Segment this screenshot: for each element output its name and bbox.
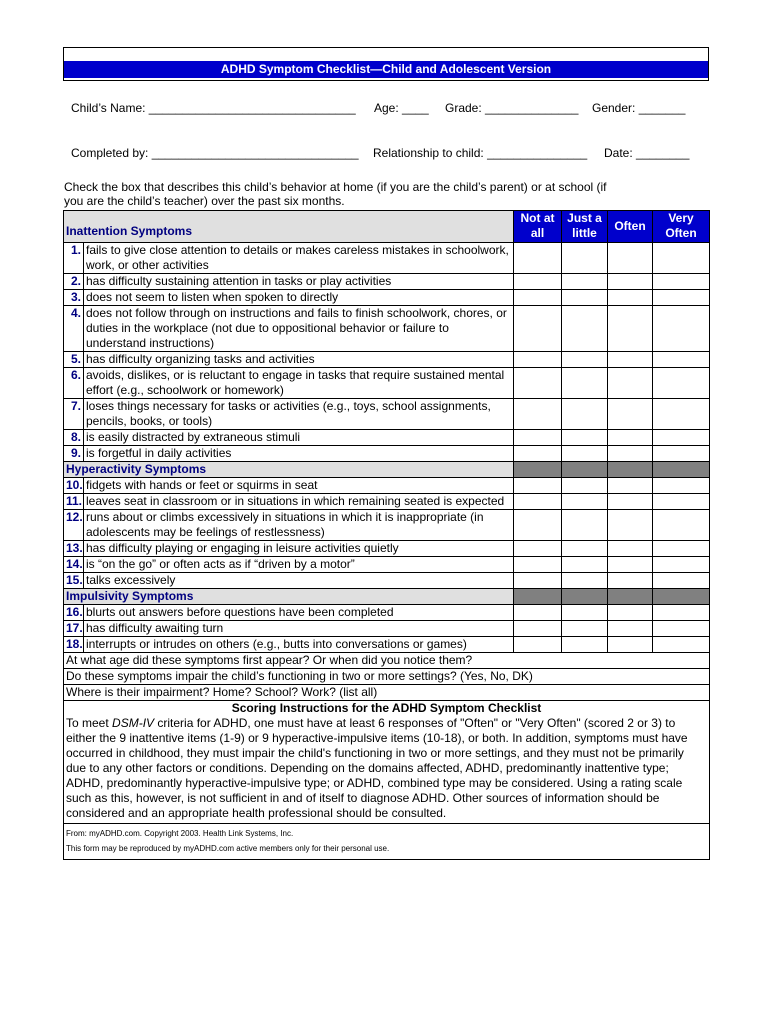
item-number: 11. <box>64 494 84 510</box>
item-text: is “on the go” or often acts as if “driven by a motor” <box>84 557 514 573</box>
checkbox-just-a-little[interactable] <box>562 243 608 274</box>
checkbox-very-often[interactable] <box>653 368 710 399</box>
symptom-row <box>64 274 710 290</box>
question-onset-age[interactable]: At what age did these symptoms first appear? Or when did you notice them? <box>64 653 710 669</box>
item-text: is easily distracted by extraneous stimuli <box>84 430 514 446</box>
checkbox-not-at-all[interactable] <box>514 399 562 430</box>
checkbox-often[interactable] <box>608 243 653 274</box>
item-number: 9. <box>64 446 84 462</box>
checkbox-not-at-all[interactable] <box>514 478 562 494</box>
checkbox-very-often[interactable] <box>653 494 710 510</box>
checkbox-often[interactable] <box>608 430 653 446</box>
checkbox-often[interactable] <box>608 290 653 306</box>
checkbox-very-often[interactable] <box>653 573 710 589</box>
checkbox-very-often[interactable] <box>653 399 710 430</box>
checkbox-just-a-little[interactable] <box>562 446 608 462</box>
checkbox-often[interactable] <box>608 494 653 510</box>
checkbox-not-at-all[interactable] <box>514 494 562 510</box>
column-header-not-at-all: Not at all <box>514 211 562 243</box>
childs-name-field[interactable]: Child’s Name: _______________________________ <box>71 101 356 115</box>
item-text: does not follow through on instructions and fails to finish schoolwork, chores, or duties in the workplace (not due to oppositional behavior or failure to understand instructions) <box>84 306 514 352</box>
item-text: interrupts or intrudes on others (e.g., butts into conversations or games) <box>84 637 514 653</box>
item-text: has difficulty sustaining attention in tasks or play activities <box>84 274 514 290</box>
checkbox-not-at-all[interactable] <box>514 605 562 621</box>
checkbox-often[interactable] <box>608 621 653 637</box>
symptom-row <box>64 478 710 494</box>
shaded-cell <box>562 462 608 478</box>
checkbox-often[interactable] <box>608 541 653 557</box>
checkbox-often[interactable] <box>608 274 653 290</box>
item-text: avoids, dislikes, or is reluctant to engage in tasks that require sustained mental effort (e.g., schoolwork or homework) <box>84 368 514 399</box>
item-number: 5. <box>64 352 84 368</box>
item-number: 8. <box>64 430 84 446</box>
checkbox-very-often[interactable] <box>653 352 710 368</box>
checkbox-often[interactable] <box>608 637 653 653</box>
checkbox-just-a-little[interactable] <box>562 399 608 430</box>
gender-field[interactable]: Gender: _______ <box>592 101 686 115</box>
item-number: 6. <box>64 368 84 399</box>
section-inattention: Inattention Symptoms <box>64 211 514 243</box>
item-text: has difficulty organizing tasks and activities <box>84 352 514 368</box>
checkbox-just-a-little[interactable] <box>562 573 608 589</box>
shaded-cell <box>608 589 653 605</box>
shaded-cell <box>608 462 653 478</box>
checkbox-not-at-all[interactable] <box>514 510 562 541</box>
checkbox-often[interactable] <box>608 352 653 368</box>
item-number: 3. <box>64 290 84 306</box>
item-number: 7. <box>64 399 84 430</box>
checkbox-very-often[interactable] <box>653 274 710 290</box>
instructions: Check the box that describes this child’s behavior at home (if you are the child’s parent) or at school (if you are the child’s teacher) over the past six months. <box>64 180 607 208</box>
checkbox-just-a-little[interactable] <box>562 352 608 368</box>
relationship-field[interactable]: Relationship to child: _______________ <box>373 146 588 160</box>
item-text: does not seem to listen when spoken to directly <box>84 290 514 306</box>
item-text: has difficulty playing or engaging in leisure activities quietly <box>84 541 514 557</box>
checkbox-very-often[interactable] <box>653 478 710 494</box>
checkbox-just-a-little[interactable] <box>562 541 608 557</box>
symptom-row <box>64 352 710 368</box>
section-impulsivity: Impulsivity Symptoms <box>64 589 514 605</box>
checkbox-not-at-all[interactable] <box>514 446 562 462</box>
item-text: has difficulty awaiting turn <box>84 621 514 637</box>
checkbox-not-at-all[interactable] <box>514 274 562 290</box>
shaded-cell <box>653 589 710 605</box>
checkbox-just-a-little[interactable] <box>562 478 608 494</box>
question-impairment-settings[interactable]: Do these symptoms impair the child’s functioning in two or more settings? (Yes, No, DK) <box>64 669 710 685</box>
checkbox-often[interactable] <box>608 399 653 430</box>
section-hyperactivity: Hyperactivity Symptoms <box>64 462 514 478</box>
checkbox-not-at-all[interactable] <box>514 541 562 557</box>
question-impairment-location[interactable]: Where is their impairment? Home? School? Work? (list all) <box>64 685 710 701</box>
checkbox-just-a-little[interactable] <box>562 494 608 510</box>
checkbox-not-at-all[interactable] <box>514 368 562 399</box>
checkbox-just-a-little[interactable] <box>562 430 608 446</box>
checkbox-often[interactable] <box>608 446 653 462</box>
item-number: 10. <box>64 478 84 494</box>
item-number: 13. <box>64 541 84 557</box>
checkbox-very-often[interactable] <box>653 430 710 446</box>
scoring-instructions <box>64 701 710 824</box>
symptom-row <box>64 290 710 306</box>
item-number: 4. <box>64 306 84 352</box>
date-field[interactable]: Date: ________ <box>604 146 690 160</box>
grade-field[interactable]: Grade: ______________ <box>445 101 579 115</box>
item-text: runs about or climbs excessively in situations in which it is inappropriate (in adolescents may be feelings of restlessness) <box>84 510 514 541</box>
item-text: loses things necessary for tasks or activities (e.g., toys, school assignments, pencils, books, or tools) <box>84 399 514 430</box>
symptom-row <box>64 446 710 462</box>
checkbox-just-a-little[interactable] <box>562 621 608 637</box>
checkbox-just-a-little[interactable] <box>562 510 608 541</box>
column-header-often: Often <box>608 211 653 243</box>
checkbox-just-a-little[interactable] <box>562 368 608 399</box>
shaded-cell <box>514 589 562 605</box>
checkbox-often[interactable] <box>608 306 653 352</box>
checkbox-very-often[interactable] <box>653 605 710 621</box>
item-number: 18. <box>64 637 84 653</box>
checkbox-often[interactable] <box>608 478 653 494</box>
checkbox-just-a-little[interactable] <box>562 557 608 573</box>
checkbox-not-at-all[interactable] <box>514 557 562 573</box>
age-field[interactable]: Age: ____ <box>374 101 429 115</box>
column-header-very-often: Very Often <box>653 211 710 243</box>
item-number: 1. <box>64 243 84 274</box>
item-text: talks excessively <box>84 573 514 589</box>
item-number: 2. <box>64 274 84 290</box>
checkbox-very-often[interactable] <box>653 637 710 653</box>
symptom-row <box>64 368 710 399</box>
checkbox-very-often[interactable] <box>653 510 710 541</box>
item-text: blurts out answers before questions have been completed <box>84 605 514 621</box>
checkbox-not-at-all[interactable] <box>514 430 562 446</box>
copyright-footer <box>64 824 710 860</box>
symptom-row <box>64 399 710 430</box>
symptom-checklist-table <box>63 210 710 860</box>
symptom-row <box>64 306 710 352</box>
checkbox-not-at-all[interactable] <box>514 573 562 589</box>
checkbox-often[interactable] <box>608 557 653 573</box>
item-text: fidgets with hands or feet or squirms in seat <box>84 478 514 494</box>
item-number: 14. <box>64 557 84 573</box>
footer-line-2: This form may be reproduced by myADHD.com active members only for their personal use. <box>66 844 390 853</box>
item-number: 15. <box>64 573 84 589</box>
checkbox-often[interactable] <box>608 368 653 399</box>
scoring-title: Scoring Instructions for the ADHD Symptom Checklist <box>231 701 542 715</box>
checkbox-very-often[interactable] <box>653 446 710 462</box>
completed-by-field[interactable]: Completed by: _______________________________ <box>71 146 359 160</box>
scoring-text: To meet DSM-IV criteria for ADHD, one must have at least 6 responses of "Often" or "Very Often" (scored 2 or 3) to either the 9 inattentive items (1-9) or 9 hyperactive-impulsive items (10-18), or both. In addition, symptoms must have occurred in childhood, they must impair the child's functioning in two or more settings, and they must not be primarily due to any other factors or conditions. Depending on the domains affected, ADHD, predominantly inattentive type; ADHD, predominantly hyperactive-impulsive type; or ADHD, combined type may be considered. Using a rating scale such as this, however, is not sufficient in and of itself to diagnose ADHD. Other sources of information should be considered and an appropriate health professional should be consulted. <box>66 716 688 820</box>
checkbox-just-a-little[interactable] <box>562 605 608 621</box>
item-text: fails to give close attention to details or makes careless mistakes in schoolwork, work, or other activities <box>84 243 514 274</box>
item-text: leaves seat in classroom or in situations in which remaining seated is expected <box>84 494 514 510</box>
checkbox-just-a-little[interactable] <box>562 274 608 290</box>
checkbox-not-at-all[interactable] <box>514 352 562 368</box>
checkbox-very-often[interactable] <box>653 290 710 306</box>
form-title-box <box>63 47 709 81</box>
checkbox-not-at-all[interactable] <box>514 637 562 653</box>
symptom-row <box>64 541 710 557</box>
symptom-row <box>64 510 710 541</box>
checkbox-just-a-little[interactable] <box>562 290 608 306</box>
checkbox-just-a-little[interactable] <box>562 306 608 352</box>
item-number: 17. <box>64 621 84 637</box>
symptom-row <box>64 573 710 589</box>
shaded-cell <box>653 462 710 478</box>
item-number: 12. <box>64 510 84 541</box>
symptom-row <box>64 605 710 621</box>
checkbox-not-at-all[interactable] <box>514 621 562 637</box>
checkbox-very-often[interactable] <box>653 557 710 573</box>
item-text: is forgetful in daily activities <box>84 446 514 462</box>
checkbox-often[interactable] <box>608 573 653 589</box>
checkbox-often[interactable] <box>608 605 653 621</box>
checkbox-just-a-little[interactable] <box>562 637 608 653</box>
column-header-just-a-little: Just a little <box>562 211 608 243</box>
shaded-cell <box>514 462 562 478</box>
form-title: ADHD Symptom Checklist—Child and Adolescent Version <box>64 61 708 78</box>
symptom-row <box>64 557 710 573</box>
checkbox-very-often[interactable] <box>653 541 710 557</box>
footer-line-1: From: myADHD.com. Copyright 2003. Health Link Systems, Inc. <box>66 829 294 838</box>
checkbox-not-at-all[interactable] <box>514 306 562 352</box>
symptom-row <box>64 494 710 510</box>
symptom-row <box>64 243 710 274</box>
symptom-row <box>64 621 710 637</box>
checkbox-very-often[interactable] <box>653 243 710 274</box>
shaded-cell <box>562 589 608 605</box>
checkbox-not-at-all[interactable] <box>514 290 562 306</box>
symptom-row <box>64 430 710 446</box>
checkbox-very-often[interactable] <box>653 621 710 637</box>
item-number: 16. <box>64 605 84 621</box>
symptom-row <box>64 637 710 653</box>
checkbox-not-at-all[interactable] <box>514 243 562 274</box>
checkbox-often[interactable] <box>608 510 653 541</box>
checkbox-very-often[interactable] <box>653 306 710 352</box>
